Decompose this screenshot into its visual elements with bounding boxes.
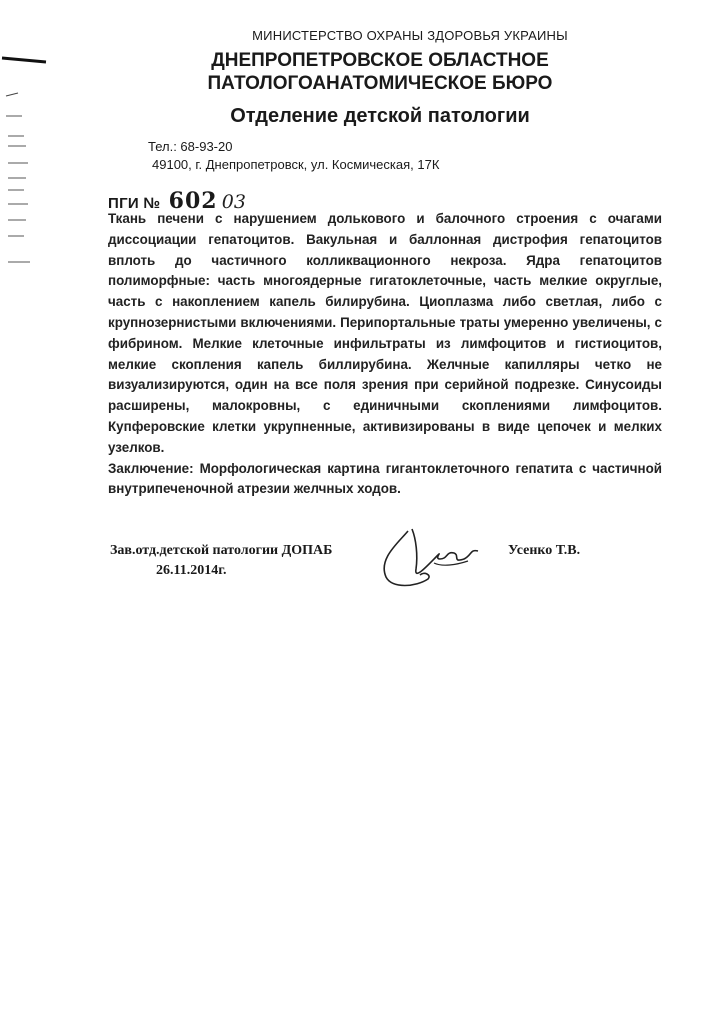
handwritten-signature-icon (368, 525, 488, 595)
bureau-name-line-1: ДНЕПРОПЕТРОВСКОЕ ОБЛАСТНОЕ (211, 50, 549, 71)
report-conclusion: Заключение: Морфологическая картина гигантоклеточного гепатита с частичной внутрипеченочной атрезии желчных ходов. (108, 460, 662, 497)
case-number-handwritten-suffix: 03 (221, 191, 246, 213)
ministry-name: МИНИСТЕРСТВО ОХРАНЫ ЗДОРОВЬЯ УКРАИНЫ (252, 28, 568, 43)
report-body (108, 209, 662, 500)
case-number: 602 (168, 188, 218, 214)
document-header (150, 28, 610, 128)
case-label: ПГИ № (108, 195, 161, 212)
contact-block (148, 138, 439, 174)
address: 49100, г. Днепропетровск, ул. Космическая, 17К (152, 157, 440, 172)
scan-margin-artifacts (0, 0, 60, 400)
bureau-name-line-2: ПАТОЛОГОАНАТОМИЧЕСКОЕ БЮРО (207, 73, 553, 94)
signatory-name: Усенко Т.В. (508, 543, 581, 558)
department-name: Отделение детской патологии (230, 105, 530, 127)
report-date: 26.11.2014г. (156, 563, 227, 578)
signatory-title: Зав.отд.детской патологии ДОПАБ (110, 543, 333, 558)
signature-block (110, 539, 630, 599)
phone-number: Тел.: 68-93-20 (148, 139, 233, 154)
report-findings: Ткань печени с нарушением долькового и балочного строения с очагами диссоциации гепатоцитов. Вакульная и баллонная дистрофия гепатоцитов вплоть до частичного колликвационного некроза. Ядра гепатоцитов полиморфные: часть многоядерные гигатоклеточные, часть мелкие округлые, часть с накоплением капель билирубина. Циоплазма либо светлая, либо с крупнозернистыми включениями. Перипортальные траты умеренно увеличены, с фибрином. Мелкие клеточные инфильтраты из лимфоцитов и гистиоцитов, мелкие скопления капель биллирубина. Желчные капилляры четко не визуализируются, один на все поля зрения при серийной подрезке. Синусоиды расширены, малокровны, с единичными скоплениями лимфоцитов. Купферовские клетки укрупненные, активизированы в виде цепочек и мелких узелков. (108, 211, 662, 455)
